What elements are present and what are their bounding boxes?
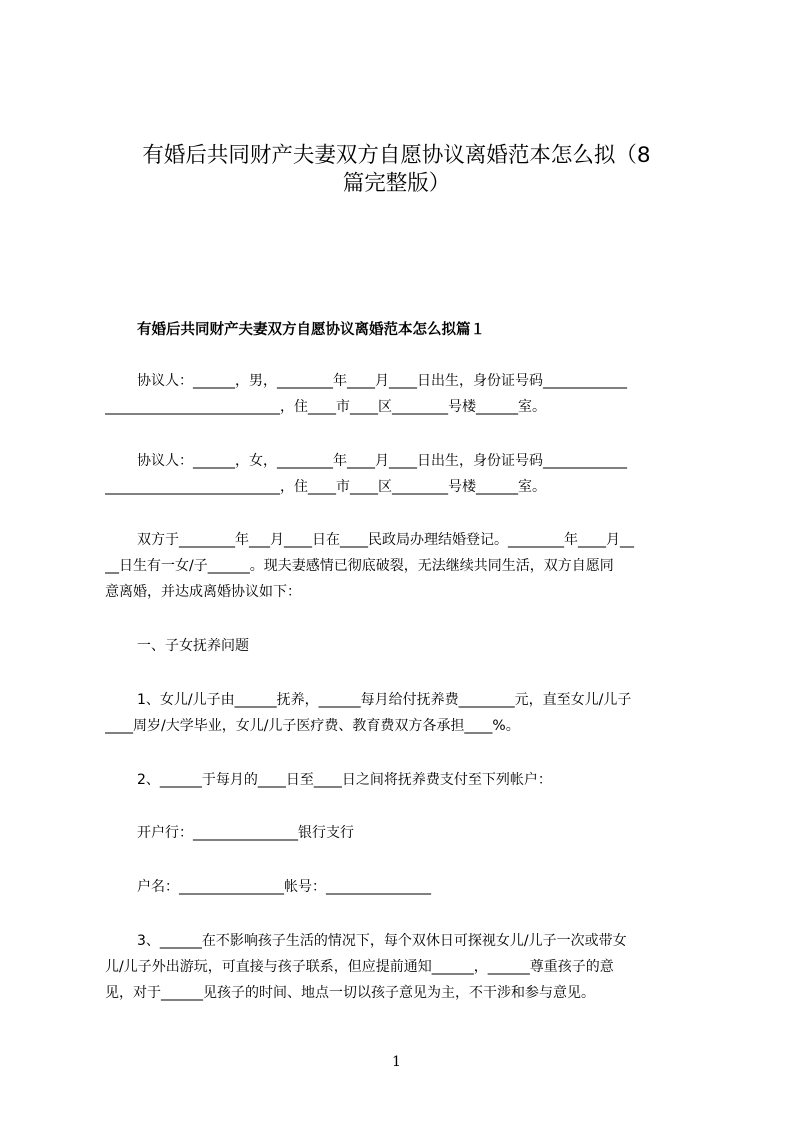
party2-line-1: 协议人：______，女，________年____月____日出生，身份证号码____________ [137,453,627,469]
section1-title: 一、子女抚养问题 [137,638,249,654]
party1-line-2: _________________________，住____市____区________号楼______室。 [105,399,546,415]
account-line: 户名：_______________帐号：_______________ [137,879,431,895]
marriage-line-2: __日生有一女/子______。现夫妻感情已彻底破裂，无法继续共同生活，双方自愿同 [105,558,614,574]
party1-line-1: 协议人：______，男，________年____月____日出生，身份证号码____________ [137,373,627,389]
page-number: 1 [392,1054,401,1070]
party2-line-2: _________________________，住____市____区________号楼______室。 [105,479,546,495]
section-heading: 有婚后共同财产夫妻双方自愿协议离婚范本怎么拟篇１ [137,322,485,338]
item3-line-1: 3、______在不影响孩子生活的情况下，每个双休日可探视女儿/儿子一次或带女 [137,933,627,949]
marriage-line-1: 双方于________年___月____日在____民政局办理结婚登记。________年____月__ [137,532,634,548]
item1-line-2: ____周岁/大学毕业，女儿/儿子医疗费、教育费双方各承担____%。 [105,718,520,734]
bank-line: 开户行：_______________银行支行 [137,825,354,841]
item3-line-2: 儿/儿子外出游玩，可直接与孩子联系，但应提前通知______，______尊重孩子的意 [105,959,614,975]
item1-line-1: 1、女儿/儿子由______抚养，______每月给付抚养费________元，直至女儿/儿子 [137,692,632,708]
title-line-2: 篇完整版） [342,171,451,196]
item3-line-3: 见，对于______见孩子的时间、地点一切以孩子意见为主，不干涉和参与意见。 [105,985,595,1001]
title-line-1: 有婚后共同财产夫妻双方自愿协议离婚范本怎么拟（8 [142,143,651,168]
document-title [60,142,733,198]
item2-text: 2、______于每月的____日至____日之间将抚养费支付至下列帐户： [137,772,552,788]
marriage-line-3: 意离婚，并达成离婚协议如下： [105,584,301,600]
